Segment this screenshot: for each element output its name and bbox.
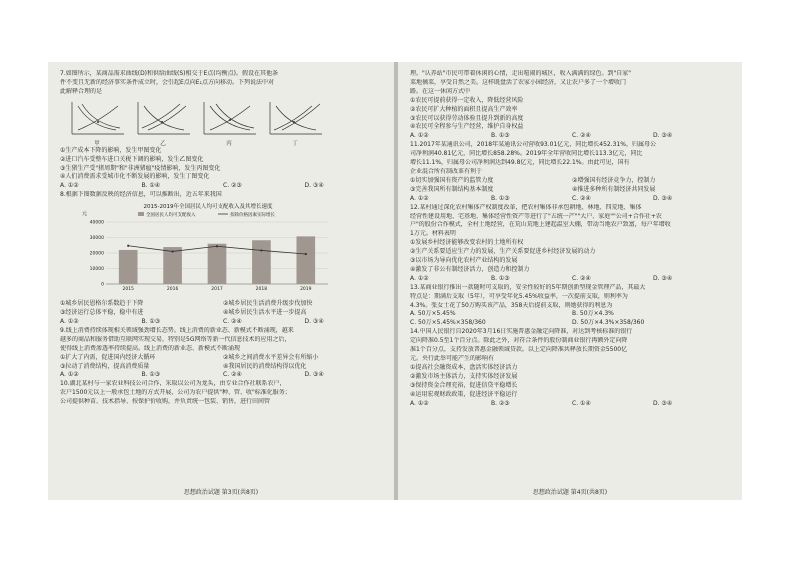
chart-x-tick: 2018 — [255, 287, 268, 293]
document-photo — [48, 62, 742, 500]
question-12-line: 1万元。材料表明 — [410, 230, 456, 238]
answer-a: A. ①② — [60, 371, 79, 379]
answer-b: B. ①④ — [141, 182, 161, 190]
question-9-line: 使得线上消费渗透率持续提高。线上消费的新业态、新模式不断涌现 — [60, 344, 241, 352]
chart-y-tick: 20000 — [89, 251, 104, 257]
growth-point — [216, 245, 218, 247]
graph-jia — [68, 100, 126, 138]
growth-point — [260, 249, 262, 251]
question-14-line: 准1个百分点，支持发放普惠金融领域贷款。以上定向降准共释放长期资金5500亿 — [410, 346, 628, 354]
question-9-line: 越多的商品和服务借助互联网实现交易，特别是5G网络等新一代信息技术的应用之后， — [60, 335, 291, 343]
q8-option: ①城乡居民恩格尔系数趋于下降 — [60, 300, 144, 308]
q9-option: ④我国居民的消费结构得以优化 — [223, 362, 307, 370]
answer-c: C. ①④ — [572, 399, 591, 407]
chart-y-unit: 元 — [82, 211, 88, 218]
question-14-line: 定向降准0.5至1个百分点。除此之外，对符合条件的股份制商业银行再额外定向降 — [410, 337, 628, 345]
answer-a: A. ①② — [410, 132, 429, 140]
q9-options-row — [60, 354, 386, 363]
q7-answers — [60, 182, 386, 191]
graph-yi — [134, 100, 192, 138]
income-bar — [119, 250, 138, 284]
answer-d: D. ③④ — [653, 274, 673, 282]
q14-option: ②激发市场主体活力，支持实体经济发展 — [410, 372, 518, 380]
question-7-line: 此解释合理的是 — [60, 87, 103, 95]
income-bar — [296, 237, 315, 285]
q13-options-row — [410, 319, 734, 328]
answer-d: D. ③④ — [653, 132, 673, 140]
question-8: 8.根据下图数据反映的经济信息，可以推断出，近五年来我国 — [60, 191, 222, 199]
q12-answers — [410, 275, 734, 284]
question-11-line: 11.2017年某通讯公司，2018年某通讯公司营收93.01亿元，同比增长452.31%，归属母公 — [410, 141, 656, 149]
answer-d: D. ③④ — [653, 194, 673, 202]
question-7-line: 件不变且无新的经济事实条件成立时，会引起E点向E₁点方向移动。下列说法中对 — [60, 78, 274, 86]
page-footer: 思想政治试题 第3页(共8页) — [183, 489, 259, 496]
q10-option: ①农民可提前获得一定收入，降低经营风险 — [410, 96, 524, 104]
q14-option: ④运用宏观财政政策，促进经济平稳运行 — [410, 390, 518, 398]
answer-b: B. ①③ — [491, 132, 510, 140]
q11-answers — [410, 195, 734, 204]
q10-answers — [410, 132, 734, 141]
q12-option: ②生产关系要适应生产力的发展，生产关系要促进乡村经济发展的动力 — [410, 248, 596, 256]
answer-b: B. ②③ — [491, 399, 510, 407]
page-4-content — [410, 70, 734, 408]
graph-label: 丁 — [292, 140, 298, 147]
chart-y-tick: 30000 — [89, 236, 104, 242]
answer-d: D. ③④ — [653, 399, 673, 407]
q11-option: ①切实加强国有资产的监管力度 — [410, 176, 494, 184]
answer-b: B. ①③ — [491, 194, 510, 202]
q13-options-row — [410, 310, 734, 319]
legend-line-label: 扣除价格因素实际增长 — [230, 213, 275, 219]
q13-option: B. 50万×4.3% — [572, 310, 614, 318]
answer-b: B. ①③ — [141, 317, 161, 325]
graph-ding — [266, 100, 324, 138]
answer-a: A. ①② — [410, 399, 429, 407]
answer-c: C. ②④ — [223, 317, 242, 325]
q11-options-row — [410, 177, 734, 186]
growth-point — [127, 245, 129, 247]
answer-c: C. ②④ — [572, 194, 591, 202]
chart-x-tick: 2019 — [300, 287, 312, 293]
question-14-line: 14.中国人民银行自2020年3月16日实施普惠金融定向降准，对达到考核标准的银行 — [410, 328, 633, 336]
q11-option: ④推进多种所有制经济共同发展 — [572, 185, 656, 193]
chart-title: 2015-2019年全国居民人均可支配收入及其增长速度 — [143, 204, 273, 211]
graph-label: 丙 — [226, 140, 232, 147]
answer-b: B. ①③ — [141, 371, 161, 379]
q13-option: C. 50万×5.45%×358/360 — [410, 319, 486, 327]
page-3-content — [60, 70, 386, 407]
q8-answers — [60, 318, 386, 327]
question-9-line: 9.线上消费持续体现相关领域强劲增长态势。线上消费的新业态、新模式不断涌现，越来 — [60, 326, 294, 334]
q13-option: A. 50万×5.45% — [410, 310, 456, 318]
q9-option: ①扩大了内需，促进国内经济大循环 — [60, 353, 156, 361]
chart-x-tick: 2016 — [166, 287, 179, 293]
q9-option: ③拉动了消费结构，提高消费质量 — [60, 362, 150, 370]
supply-demand-graphs — [68, 100, 386, 138]
page-4 — [398, 62, 742, 500]
legend-bar-swatch — [138, 212, 144, 216]
graph-label: 甲 — [94, 140, 100, 147]
graph-bing — [200, 100, 258, 138]
q11-option: ③完善我国所有制结构基本制度 — [410, 185, 494, 193]
chart-y-tick: 0 — [101, 282, 104, 288]
question-11-line: 司净利润40.81亿元，同比增长858.28%。2019年全年营收同比增长113.3亿元，同比 — [410, 150, 643, 158]
answer-c: C. ②④ — [572, 274, 591, 282]
income-bar — [252, 240, 271, 284]
income-bar — [163, 247, 182, 284]
answer-d: D. ③④ — [304, 371, 324, 379]
page-footer: 思想政治试题 第4页(共8页) — [532, 489, 608, 496]
question-10-cont: 菜地摘菜，享受自然之美。这样既盘活了农家小园经济，又让农户多了一个增收门 — [410, 78, 627, 86]
q14-option: ①提高社会融资成本，盘活实体经济活力 — [410, 363, 518, 371]
question-11-line: 企业混合所有制改革有利于 — [410, 167, 483, 175]
q10-option: ④农民可全程参与生产经营，维护自身权益 — [410, 123, 524, 131]
answer-a: A. ①② — [410, 194, 429, 202]
q7-option: ①生产成本下降的影响，发生甲图变化 — [60, 146, 162, 154]
graph-label: 乙 — [160, 140, 166, 147]
question-10-line: 10.湖北某村与一家农业科技公司合作，采取以公司为龙头，由专业合作社联系农户， — [60, 380, 286, 388]
answer-d: D. ③④ — [304, 317, 324, 325]
q11-option: ②增强国有经济竞争力，控制力 — [572, 176, 656, 184]
question-12-line: 户"的股份合作模式，全村土地经营，在荒山荒地上建起温室大棚，带动当地农户致富，每户年增收 — [410, 221, 671, 229]
page-3 — [48, 62, 394, 500]
answer-d: D. ③④ — [304, 182, 324, 190]
answer-a: A. ①② — [60, 182, 79, 190]
chart-y-tick: 40000 — [89, 220, 104, 226]
question-10-line: 农户1500元以上一般承包土地的方式开展，公司为农户提供"种、管、收"标准化服务； — [60, 389, 291, 397]
income-bar — [208, 244, 227, 284]
q12-option: ③以市场为导向优化农村产业结构的发展 — [410, 257, 518, 265]
q7-option: ②进口汽车受整车进口关税下调的影响，发生乙图变化 — [60, 155, 204, 163]
question-13-line: 13.某商业银行推出一款随时可支取的，安全性较好的5年期创新型现金管理产品，其最大 — [410, 283, 646, 291]
chart-y-tick: 10000 — [89, 267, 104, 273]
q12-option: ①发展乡村经济能够改变农村的土地所有权 — [410, 239, 524, 247]
question-11-line: 增长11.1%，归属母公司净利润达到49.8亿元，同比增长22.1%。由此可见，国有 — [410, 159, 630, 167]
q7-option: ③生猪生产受"猪周期"和"非洲猪瘟"疫情影响，发生丙图变化 — [60, 164, 221, 172]
q12-option: ④激发了非公有制经济活力，创造力和控制力 — [410, 265, 530, 273]
q14-answers — [410, 400, 734, 409]
answer-c: C. ②④ — [223, 371, 242, 379]
question-13-line: 4.3%。张女士花了50万购买该产品，358天后提前支取，则她获得的利息为 — [410, 301, 613, 309]
q8-options-row — [60, 309, 386, 318]
q10-option: ②农民可扩大种植的面积且提高生产效率 — [410, 105, 518, 113]
chart-x-tick: 2017 — [211, 287, 223, 293]
graph-labels — [68, 139, 386, 147]
answer-c: C. ②③ — [223, 182, 242, 190]
growth-point — [305, 253, 307, 255]
q11-options-row — [410, 186, 734, 195]
q10-option: ③农民可以获得劳动体验且提升到新的高度 — [410, 114, 524, 122]
answer-a: A. ①② — [410, 274, 429, 282]
question-10-cont: 理。"认养站"市民可带着休闲的心情，走出喧闹的城区，收入满满的绿色。到"自家" — [410, 70, 632, 77]
legend-bar-label: 全国居民人均可支配收入 — [146, 213, 196, 219]
answer-b: B. ①③ — [491, 274, 510, 282]
q7-option: ④人们消费需求受城市化不断发展的影响，发生丁图变化 — [60, 173, 210, 181]
answer-c: C. ②④ — [572, 132, 591, 140]
q8-option: ②城乡居民生活消费升级步伐加快 — [223, 300, 313, 308]
question-12-line: 经营性建设用地、宅基地、集体经营性资产等进行了"五统一产""大户、家庭""公司+合作社+农 — [410, 212, 662, 220]
q9-option: ②城乡之间消费水平差异会有所缩小 — [223, 353, 319, 361]
question-7-line: 7.如图所示，某商品需求曲线(D)和供给曲线(S)相交于E点(均衡点)。假设在其他条 — [60, 70, 278, 77]
chart-x-tick: 2015 — [122, 287, 134, 293]
q8-option: ④城乡居民生活水平进一步提高 — [223, 309, 307, 317]
answer-a: A. ①② — [60, 317, 79, 325]
q8-options-row — [60, 300, 386, 309]
growth-point — [172, 251, 174, 253]
q9-answers — [60, 371, 386, 380]
income-bar-chart — [78, 202, 338, 294]
question-14-line: 元。央行此举可能产生的影响有 — [410, 355, 495, 362]
question-12-line: 12.某村通过深化农村集体产权制度改革，把农村集体非承包耕地、林地、四荒地、集体 — [410, 203, 642, 211]
q9-options-row — [60, 363, 386, 372]
question-10-line: 公司提供种苗、技术指导、按保护价收购，并负责统一包装、销售，进行田间管 — [60, 398, 271, 406]
q13-option: D. 50万×4.3%×358/360 — [572, 319, 645, 327]
q14-option: ③保持资金合理充裕，促进信贷平稳增长 — [410, 381, 518, 389]
question-10-cont: 路。在这一休闲方式中 — [410, 87, 471, 95]
q8-option: ③经济运行总体平稳，稳中有进 — [60, 309, 144, 317]
question-13-line: 特点是：期满后支取（5年），可享受年化5.45%收益率，一次提前支取，则利率为 — [410, 292, 628, 300]
